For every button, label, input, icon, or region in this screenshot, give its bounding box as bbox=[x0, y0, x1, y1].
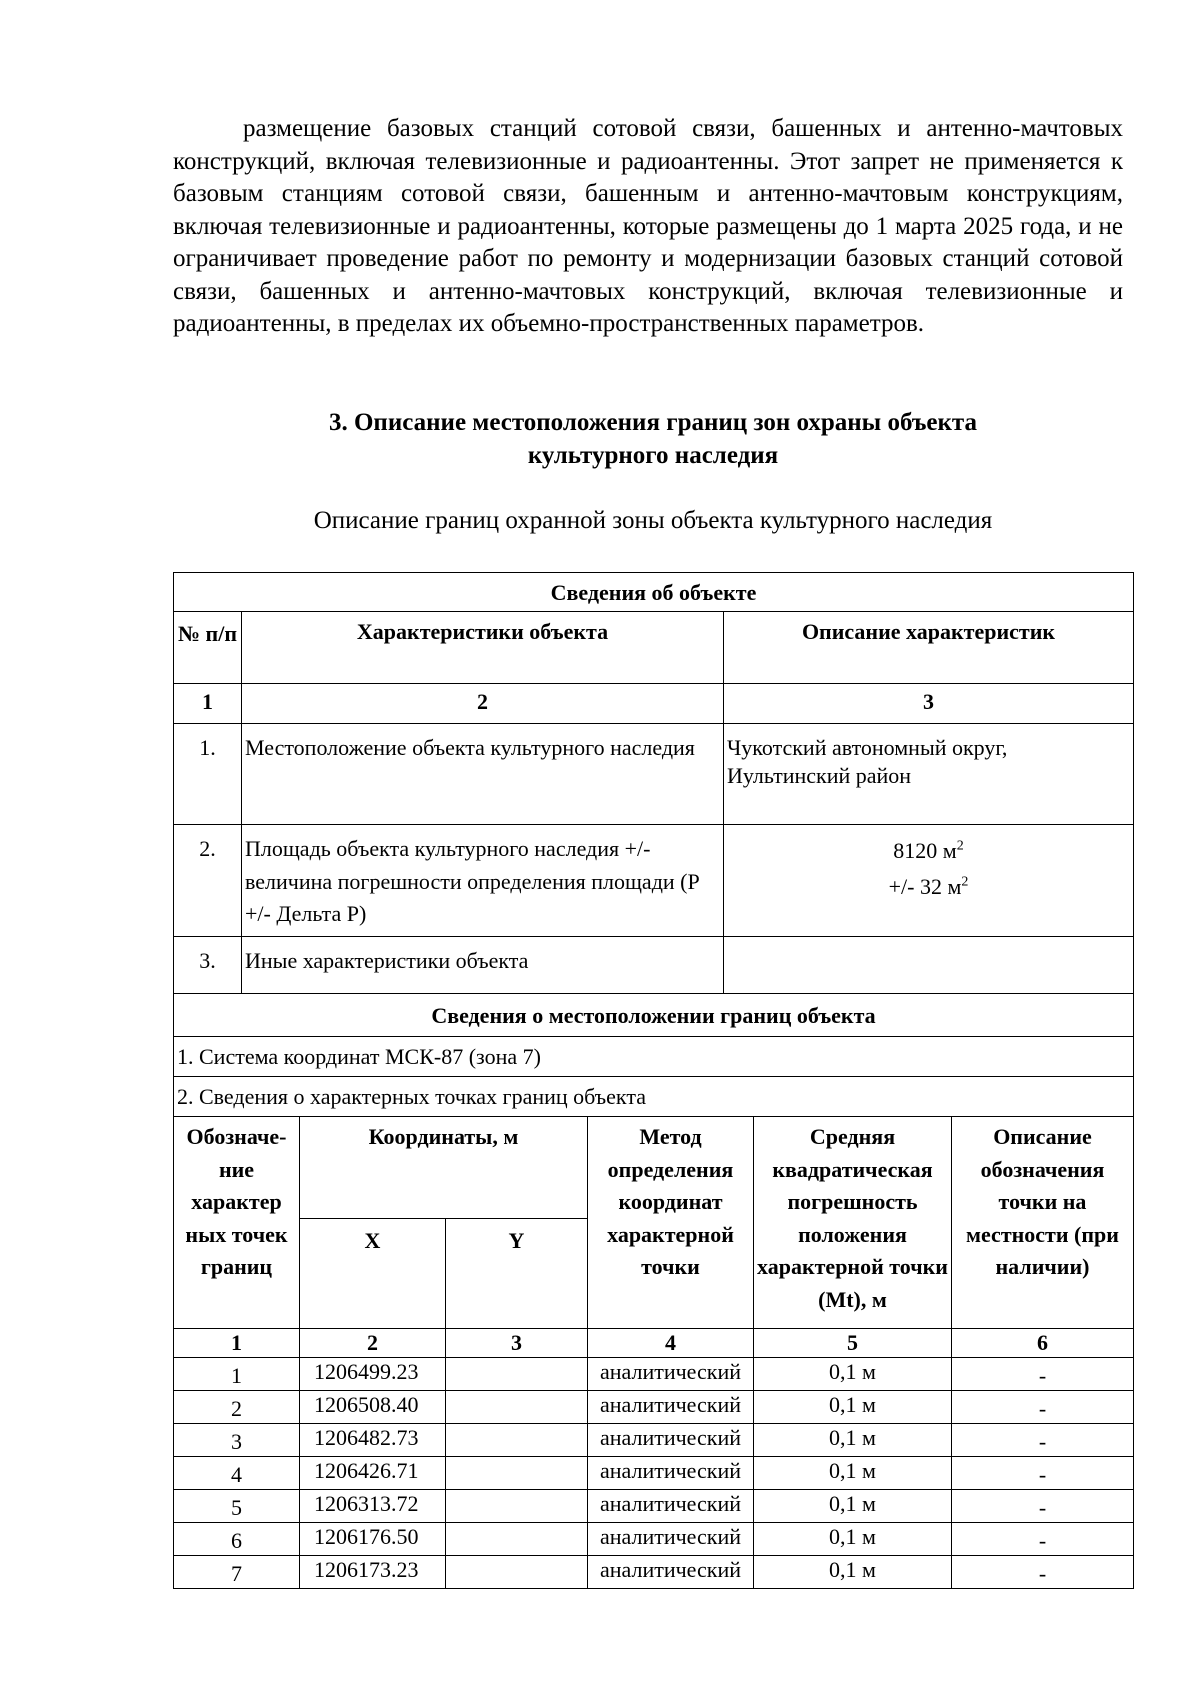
header-method: Метод определения координат характерной точки bbox=[588, 1117, 754, 1329]
point-desc: - bbox=[952, 1523, 1134, 1556]
section-title-line2: культурного наследия bbox=[527, 442, 779, 469]
point-y bbox=[446, 1457, 588, 1490]
area-cell bbox=[724, 825, 1134, 937]
col-header-characteristics: Характеристики объекта bbox=[242, 612, 724, 684]
table-row bbox=[174, 1391, 1134, 1424]
coord-system: 1. Система координат МСК-87 (зона 7) bbox=[174, 1037, 1134, 1077]
area-value: 8120 $м^2$ bbox=[893, 838, 964, 863]
header-x: X bbox=[300, 1219, 446, 1329]
point-desc: - bbox=[952, 1457, 1134, 1490]
row-num: 3. bbox=[174, 937, 242, 994]
header-y: Y bbox=[446, 1219, 588, 1329]
point-id: 3 bbox=[174, 1424, 300, 1457]
object-info-table bbox=[173, 572, 1134, 1117]
area-error: +/- 32 $м^2$ bbox=[888, 874, 969, 899]
col-number: 3 bbox=[724, 684, 1134, 724]
section-title bbox=[173, 406, 1133, 472]
boundary-points-table bbox=[173, 1116, 1134, 1589]
col-number: 4 bbox=[588, 1329, 754, 1358]
point-y bbox=[446, 1523, 588, 1556]
point-desc: - bbox=[952, 1556, 1134, 1589]
col-number: 1 bbox=[174, 1329, 300, 1358]
col-number: 5 bbox=[754, 1329, 952, 1358]
point-method: аналитический bbox=[588, 1556, 754, 1589]
header-designation: Обозначе-ние характер ных точек границ bbox=[174, 1117, 300, 1329]
point-error: 0,1 м bbox=[754, 1391, 952, 1424]
header-description: Описание обозначения точки на местности (при наличии) bbox=[952, 1117, 1134, 1329]
row-characteristic: Местоположение объекта культурного наследия bbox=[242, 724, 724, 825]
object-table-title: Сведения об объекте bbox=[174, 573, 1134, 612]
point-x: 1206173.23 bbox=[300, 1556, 446, 1589]
row-num: 1. bbox=[174, 724, 242, 825]
section-title-line1: 3. Описание местоположения границ зон охраны объекта bbox=[328, 409, 977, 436]
point-x: 1206482.73 bbox=[300, 1424, 446, 1457]
point-x: 1206426.71 bbox=[300, 1457, 446, 1490]
point-x: 1206499.23 bbox=[300, 1358, 446, 1391]
point-id: 2 bbox=[174, 1391, 300, 1424]
col-number: 6 bbox=[952, 1329, 1134, 1358]
header-coords: Координаты, м bbox=[300, 1117, 588, 1219]
col-header-description: Описание характеристик bbox=[724, 612, 1134, 684]
boundaries-title: Сведения о местоположении границ объекта bbox=[174, 994, 1134, 1037]
point-method: аналитический bbox=[588, 1424, 754, 1457]
point-error: 0,1 м bbox=[754, 1358, 952, 1391]
col-number: 2 bbox=[242, 684, 724, 724]
row-description bbox=[724, 937, 1134, 994]
point-error: 0,1 м bbox=[754, 1457, 952, 1490]
row-num: 2. bbox=[174, 825, 242, 937]
point-method: аналитический bbox=[588, 1391, 754, 1424]
point-error: 0,1 м bbox=[754, 1556, 952, 1589]
col-number: 1 bbox=[174, 684, 242, 724]
point-y bbox=[446, 1556, 588, 1589]
point-id: 7 bbox=[174, 1556, 300, 1589]
point-y bbox=[446, 1358, 588, 1391]
table-row bbox=[174, 1523, 1134, 1556]
point-id: 1 bbox=[174, 1358, 300, 1391]
row-description: Чукотский автономный округ, Иультинский район bbox=[724, 724, 1134, 825]
point-id: 5 bbox=[174, 1490, 300, 1523]
point-y bbox=[446, 1424, 588, 1457]
subtitle: Описание границ охранной зоны объекта культурного наследия bbox=[313, 507, 993, 534]
col-number: 3 bbox=[446, 1329, 588, 1358]
table-row bbox=[174, 1457, 1134, 1490]
row-characteristic: Иные характеристики объекта bbox=[242, 937, 724, 994]
point-id: 4 bbox=[174, 1457, 300, 1490]
col-header-num: № п/п bbox=[174, 612, 242, 684]
table-row bbox=[174, 1358, 1134, 1391]
point-y bbox=[446, 1490, 588, 1523]
points-info: 2. Сведения о характерных точках границ объекта bbox=[174, 1077, 1134, 1117]
point-method: аналитический bbox=[588, 1490, 754, 1523]
point-y bbox=[446, 1391, 588, 1424]
table-row bbox=[174, 1556, 1134, 1589]
table-row bbox=[174, 1424, 1134, 1457]
point-method: аналитический bbox=[588, 1358, 754, 1391]
point-error: 0,1 м bbox=[754, 1424, 952, 1457]
point-x: 1206176.50 bbox=[300, 1523, 446, 1556]
point-error: 0,1 м bbox=[754, 1490, 952, 1523]
intro-paragraph: размещение базовых станций сотовой связи, башенных и антенно-мачтовых конструкций, включая телевизионные и радиоантенны. Этот запрет не применяется к базовым станциям сотовой связи, башенным и антенно-мачтовым конструкциям, включая телевизионные и радиоантенны, которые размещены до 1 марта 2025 года, и не ограничивает проведение работ по ремонту и модернизации базовых станций сотовой связи, башенных и антенно-мачтовых конструкций, включая телевизионные и радиоантенны, в пределах их объемно-пространственных параметров. bbox=[173, 115, 1123, 337]
point-desc: - bbox=[952, 1358, 1134, 1391]
header-error: Средняя квадратическая погрешность положения характерной точки (Mt), м bbox=[754, 1117, 952, 1329]
table-row bbox=[174, 1490, 1134, 1523]
point-x: 1206508.40 bbox=[300, 1391, 446, 1424]
point-id: 6 bbox=[174, 1523, 300, 1556]
point-method: аналитический bbox=[588, 1457, 754, 1490]
col-number: 2 bbox=[300, 1329, 446, 1358]
point-method: аналитический bbox=[588, 1523, 754, 1556]
point-desc: - bbox=[952, 1490, 1134, 1523]
row-characteristic: Площадь объекта культурного наследия +/- величина погрешности определения площади (Р +/- Дельта Р) bbox=[242, 825, 724, 937]
point-x: 1206313.72 bbox=[300, 1490, 446, 1523]
point-desc: - bbox=[952, 1424, 1134, 1457]
point-desc: - bbox=[952, 1391, 1134, 1424]
point-error: 0,1 м bbox=[754, 1523, 952, 1556]
